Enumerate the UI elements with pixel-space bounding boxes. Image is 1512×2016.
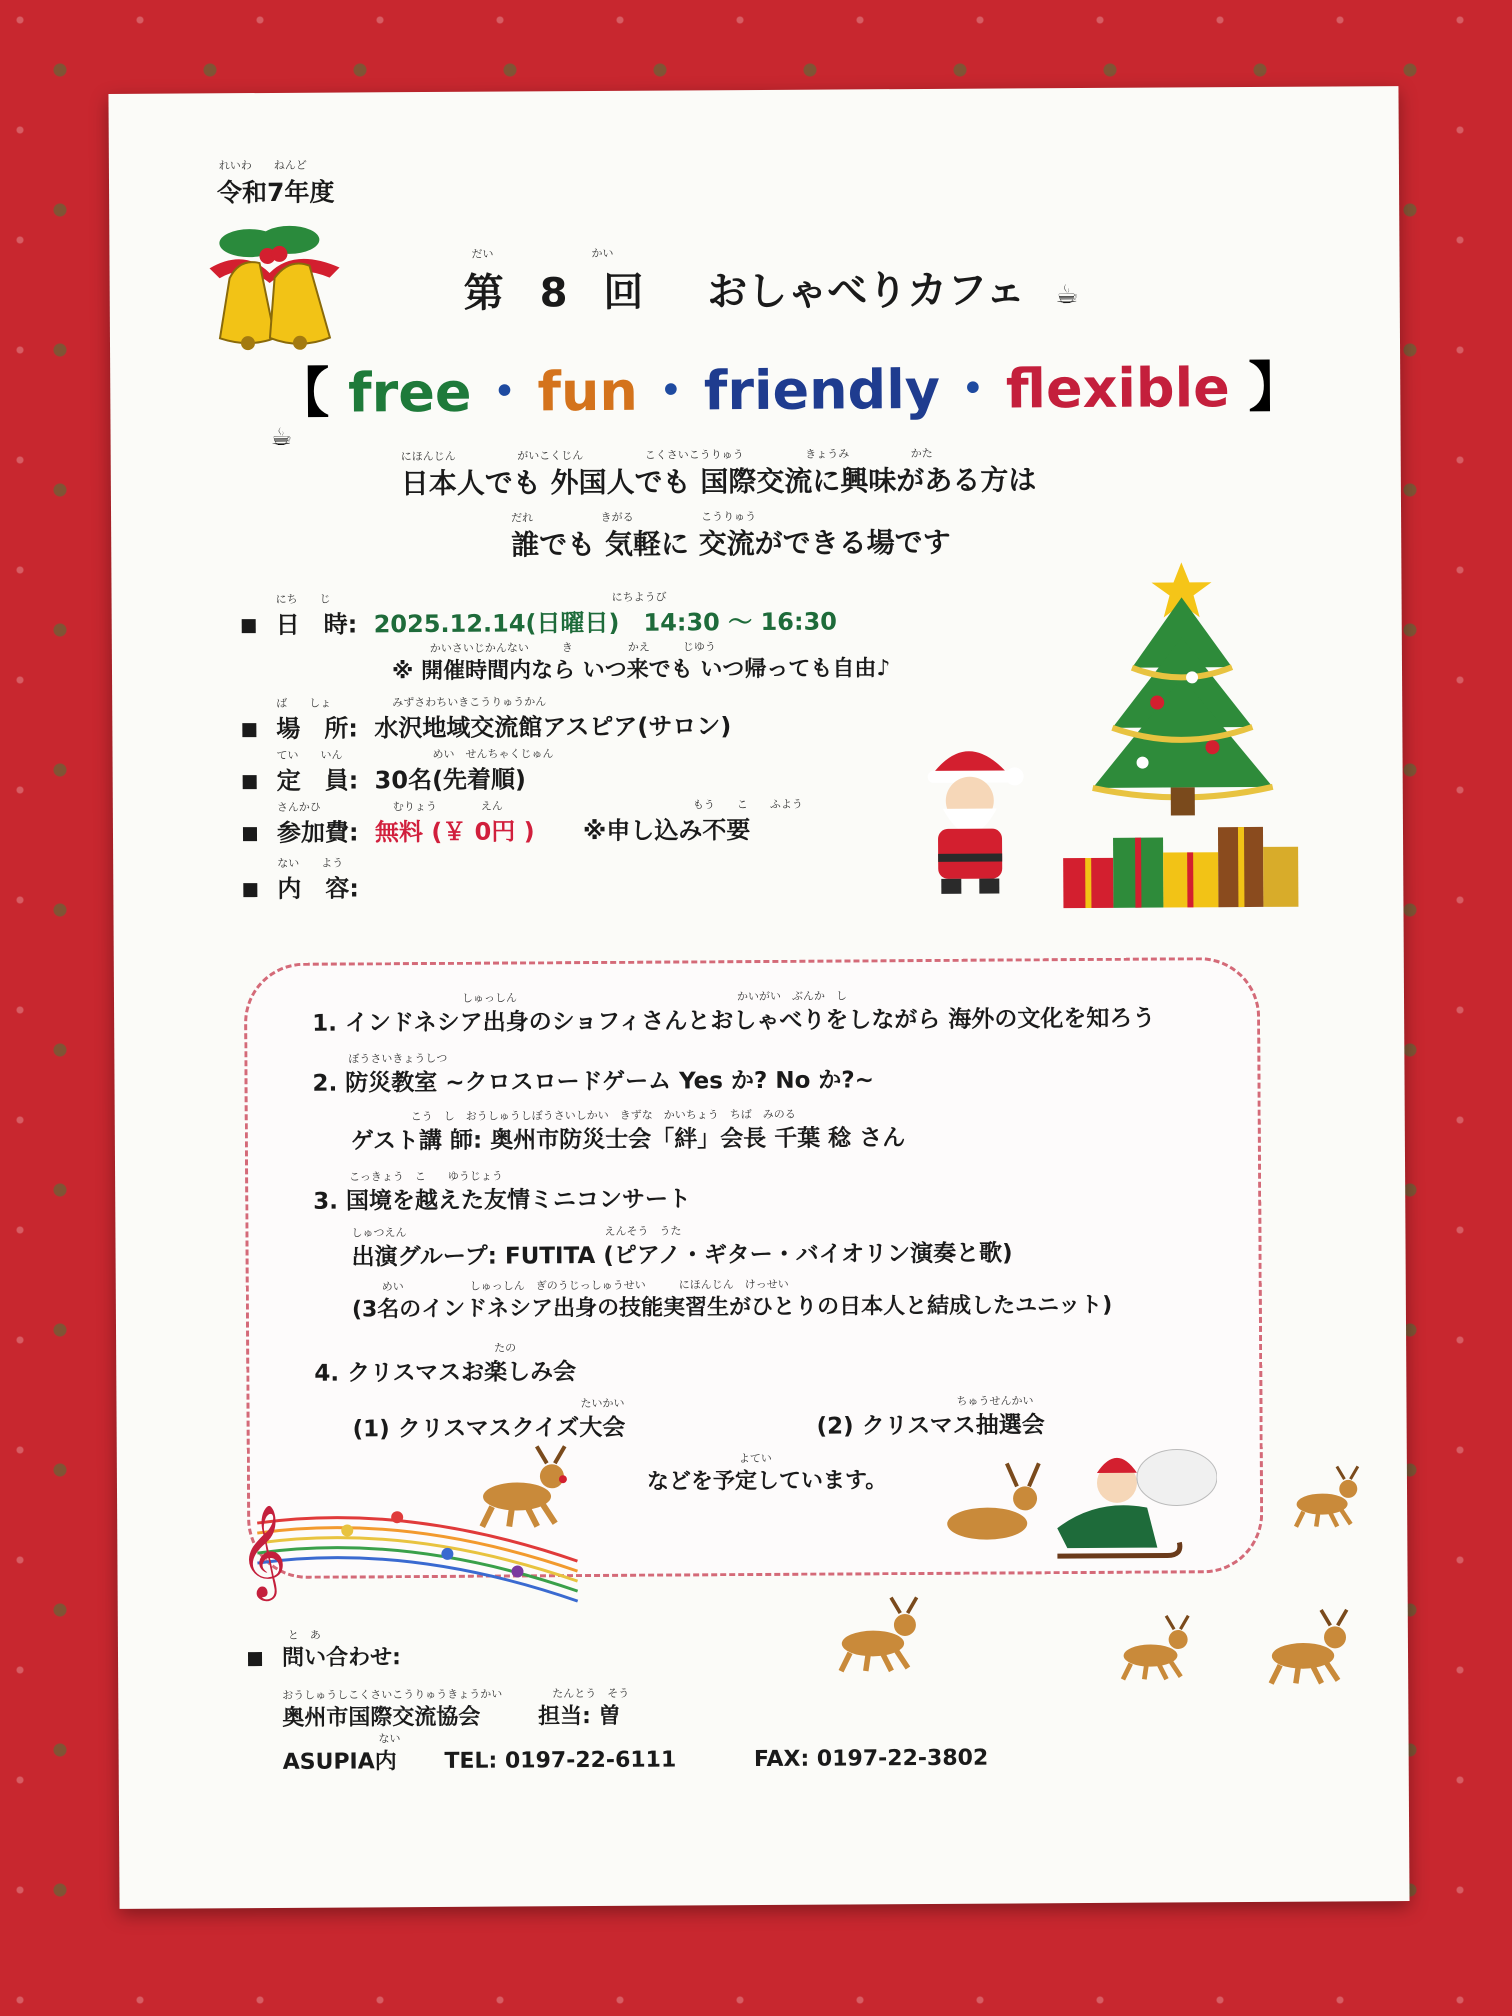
slogan-word-friendly: friendly [703, 357, 941, 423]
datetime-note-row [391, 640, 891, 685]
bullet-square [242, 723, 256, 737]
coffee-cup-icon: ☕ [270, 422, 293, 451]
flyer-paper [108, 86, 1409, 1909]
bullet-square [242, 619, 256, 633]
contact-org-ruby: おうしゅうしこくさいこうりゅうきょうかい [282, 1687, 503, 1702]
capacity-label: 定 員: [276, 766, 359, 795]
slogan-word-free: free [347, 360, 472, 425]
datetime-row [242, 590, 838, 641]
place-value-ruby: みずさわちいきこうりゅうかん [392, 695, 547, 710]
content-label: 内 容: [277, 874, 360, 903]
intro-line1: 日本人でも 外国人でも 国際交流に興味がある方は [400, 463, 1037, 501]
slogan-word-flexible: flexible [1005, 356, 1230, 421]
reindeer-icon [818, 1589, 929, 1680]
program-item-4-ruby: たの [494, 1341, 517, 1355]
program-item-3-note [351, 1277, 1113, 1324]
program-item-3-text: 3. 国境を越えた友情ミニコンサート [313, 1186, 692, 1215]
contact-tel: TEL: 0197-22-6111 [444, 1747, 677, 1774]
intro-line2: 誰でも 気軽に 交流ができる場です [511, 525, 951, 562]
bullet-square [243, 883, 257, 897]
bullet-square [248, 1652, 262, 1666]
program-item-3-group-ruby: しゅつえん えんそう うた [351, 1224, 682, 1240]
svg-text:𝄞: 𝄞 [239, 1503, 287, 1598]
datetime-value: 2025.12.14(日曜日) 14:30 ～ 16:30 [373, 607, 838, 639]
content-ruby: ない よう [277, 856, 344, 870]
program-closing-ruby: よてい [738, 1451, 772, 1466]
contact-person: 担当: 曽 [538, 1703, 621, 1730]
place-ruby: ば しょ [276, 696, 332, 710]
coffee-cup-icon: ☕ [1055, 280, 1079, 311]
year-label: 令和7年度 [216, 177, 335, 208]
program-item-2-ruby: ぼうさいきょうしつ [348, 1051, 448, 1066]
slogan-word-fun: fun [537, 359, 639, 424]
capacity-row [243, 747, 554, 796]
program-item-1-ruby: しゅっしん かいがい ぶんか し [461, 989, 848, 1005]
datetime-ruby: にち じ [275, 592, 331, 606]
slogan [275, 345, 1303, 428]
title-ruby-dai: だい [471, 247, 494, 261]
fee-note-ruby: もう こ ふよう [692, 797, 803, 812]
title-prefix: 第 [463, 270, 504, 317]
place-value: 水沢地域交流館アスピア(サロン) [374, 712, 732, 743]
bullet-square [243, 827, 257, 841]
christmas-tree-icon [1071, 557, 1293, 818]
event-title [463, 244, 1078, 319]
slogan-open-bracket: 【 [275, 361, 330, 425]
reindeer-icon [1248, 1596, 1359, 1697]
capacity-value-ruby: めい せんちゃくじゅん [432, 747, 554, 761]
reindeer-icon [1103, 1607, 1198, 1688]
slogan-separator: ・ [945, 357, 1001, 421]
content-row [243, 856, 360, 904]
program-item-4-sub1-text: (1) クリスマスクイズ大会 [352, 1414, 626, 1443]
fee-value-ruby: むりょう えん [392, 799, 503, 814]
program-closing [646, 1451, 888, 1495]
bullet-square [243, 775, 257, 789]
program-item-2 [312, 1051, 875, 1097]
contact-fax: FAX: 0197-22-3802 [753, 1745, 989, 1773]
place-row [242, 695, 732, 744]
place-label: 場 所: [276, 714, 359, 743]
capacity-ruby: てい いん [276, 748, 343, 762]
sleigh-icon [917, 1427, 1218, 1579]
contact-location-ruby: ない [378, 1732, 401, 1746]
year-ruby: れいわ ねんど [218, 158, 307, 173]
datetime-note: ※ 開催時間内なら いつ来でも いつ帰っても自由♪ [391, 656, 891, 685]
contact-label-ruby: と あ [287, 1628, 321, 1642]
program-item-4-sub2-text: (2) クリスマス抽選会 [816, 1412, 1045, 1440]
program-item-3-ruby: こっきょう こ ゆうじょう [349, 1169, 503, 1184]
contact-location: ASUPIA内 [282, 1749, 397, 1775]
program-item-2-guest [350, 1107, 906, 1155]
reindeer-icon [1277, 1456, 1367, 1537]
year-block [216, 158, 335, 210]
title-suffix: 回 [603, 269, 644, 316]
intro-line1-block [401, 444, 1037, 502]
program-item-4-text: 4. クリスマスお楽しみ会 [314, 1359, 577, 1387]
contact-org-row [282, 1686, 630, 1732]
bell-icon [189, 217, 360, 358]
datetime-note-ruby: かいさいじかんない き かえ じゆう [429, 640, 716, 656]
contact-phone-row [282, 1732, 989, 1776]
intro-line2-block [511, 507, 951, 564]
contact-org: 奥州市国際交流協会 [282, 1704, 481, 1731]
fee-ruby: さんかひ [276, 800, 321, 814]
program-item-4-sub1-ruby: たいかい [580, 1396, 625, 1411]
program-item-1-text: 1. インドネシア出身のショフィさんとおしゃべりをしながら 海外の文化を知ろう [312, 1005, 1156, 1037]
title-ruby-kai: かい [591, 246, 614, 261]
program-item-3-group [351, 1224, 1013, 1271]
title-number: 8 [539, 270, 568, 317]
program-item-3-note-text: (3名のインドネシア出身の技能実習生がひとりの日本人と結成したユニット) [351, 1292, 1113, 1323]
intro-line2-ruby: だれ きがる こうりゅう [511, 510, 757, 525]
program-item-2-guest-text: ゲスト講 師: 奥州市防災士会「絆」会長 千葉 稔 さん [350, 1125, 906, 1155]
capacity-value: 30名(先着順) [374, 765, 527, 795]
program-item-4 [314, 1341, 577, 1388]
program-item-4-sub2-ruby: ちゅうせんかい [956, 1394, 1034, 1408]
datetime-label: 日 時: [275, 610, 358, 639]
program-item-4-sub1 [352, 1396, 626, 1444]
contact-label-row [248, 1628, 401, 1672]
santa-icon [892, 728, 1043, 899]
intro-line1-ruby: にほんじん がいこくじん こくさいこうりゅう きょうみ かた [400, 446, 933, 464]
reindeer-icon [457, 1441, 578, 1532]
program-item-2-guest-ruby: こう し おうしゅうしぼうさいしかい きずな かいちょう ちば みのる [410, 1107, 796, 1124]
program-closing-text: などを予定しています。 [646, 1468, 888, 1495]
fee-value: 無料 (￥ 0円 ) [374, 817, 535, 847]
program-item-2-text: 2. 防災教室 ~クロスロードゲーム Yes か? No か?~ [312, 1067, 875, 1097]
fee-label: 参加費: [276, 818, 359, 847]
datetime-value-ruby: にちようび [611, 590, 667, 604]
fee-note: ※申し込み不要 [582, 816, 751, 846]
slogan-close-bracket: 】 [1248, 355, 1303, 419]
gifts-icon [1053, 807, 1304, 919]
program-item-3-note-ruby: めい しゅっしん ぎのうじっしゅうせい にほんじん けっせい [381, 1277, 789, 1294]
contact-label: 問い合わせ: [281, 1645, 401, 1671]
program-item-1 [312, 989, 1156, 1038]
contact-person-ruby: たんとう そう [552, 1686, 630, 1701]
slogan-separator: ・ [477, 360, 532, 424]
program-item-3-group-text: 出演グループ: FUTITA (ピアノ・ギター・バイオリン演奏と歌) [351, 1240, 1013, 1271]
program-item-3 [313, 1169, 692, 1215]
fee-row [243, 797, 803, 848]
slogan-separator: ・ [643, 359, 699, 423]
title-name: おしゃべりカフェ [707, 267, 1026, 316]
